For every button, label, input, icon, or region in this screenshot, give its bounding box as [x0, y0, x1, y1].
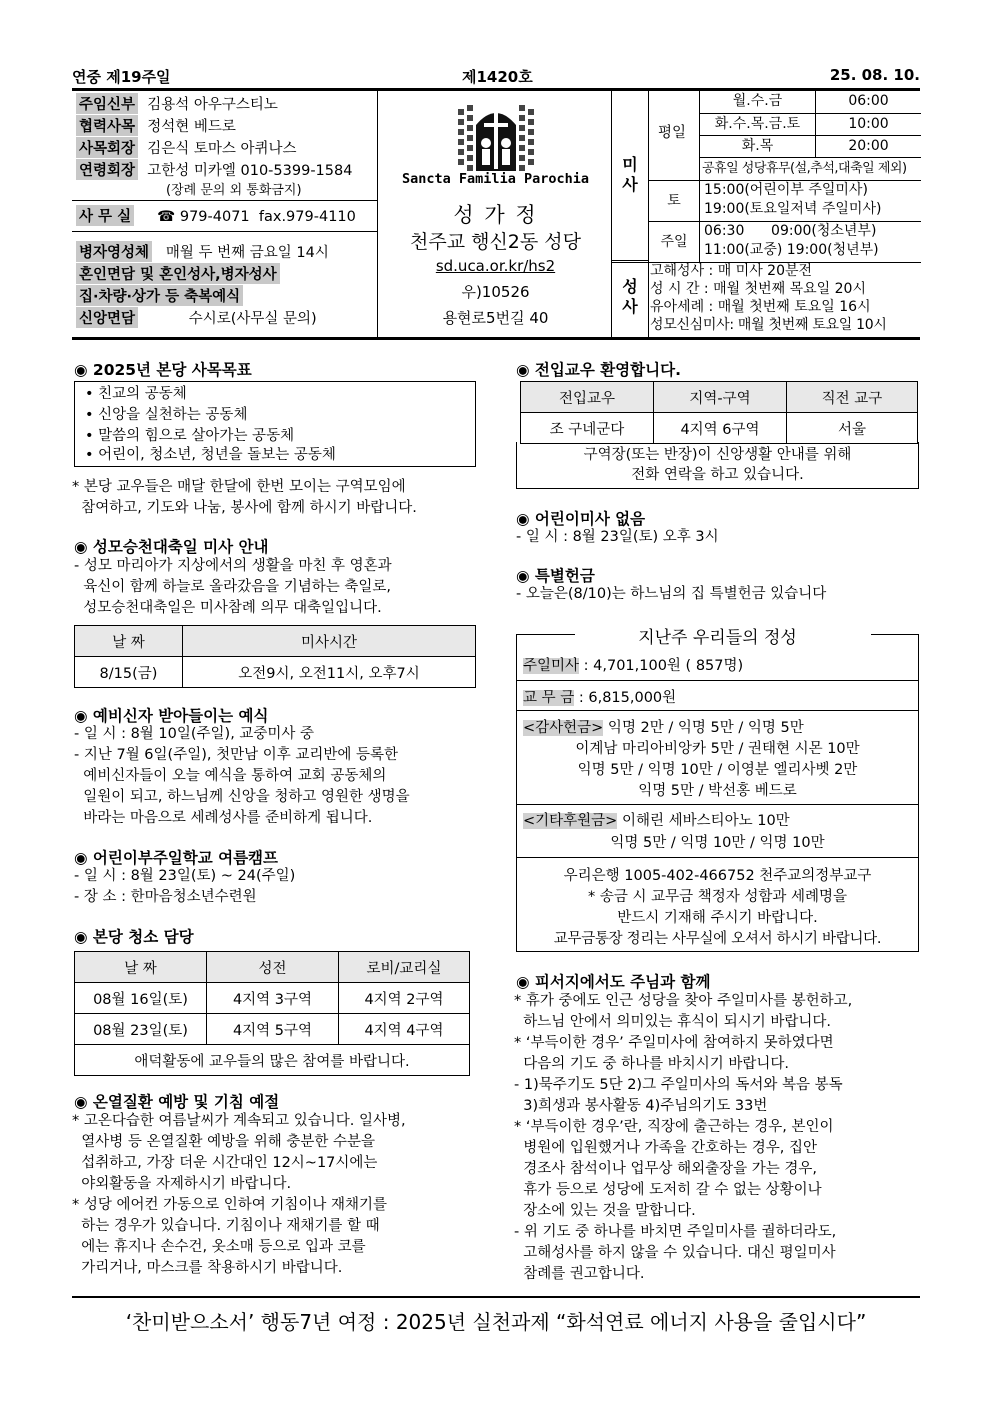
weekday-time-cell — [815, 135, 921, 158]
vacation-text: * ‘부득이한 경우’ 주일미사에 참여하지 못하였다면 — [514, 1035, 834, 1051]
sacrament-label: 성 사 — [622, 277, 638, 316]
heat-text: * 고온다습한 여름날씨가 계속되고 있습니다. 일사병, — [72, 1113, 406, 1129]
sun-mass: 06:30 09:00(청소년부) — [704, 223, 877, 239]
table-header: 날 짜 — [75, 952, 207, 983]
bank-account: 우리은행 1005-402-466752 천주교의정부교구 — [563, 868, 872, 884]
sat-mass: 19:00(토요일저녁 주일미사) — [704, 201, 882, 217]
sat-label: 토 — [667, 193, 681, 209]
weekday-days-cell — [699, 91, 816, 114]
table-cell: 08월 16일(토) — [75, 983, 207, 1014]
parish-latin-name: Sancta Familia Parochia — [402, 171, 589, 187]
issue-date: 25. 08. 10. — [829, 66, 920, 84]
table-header: 로비/교리실 — [339, 952, 470, 983]
table-cell: 4지역 6구역 — [654, 413, 787, 444]
welcome-title: ◉ 전입교우 환영합니다. — [516, 361, 681, 379]
camp-title: ◉ 어린이부주일학교 여름캠프 — [74, 849, 278, 867]
weekday-days: 화.수.목.금.토 — [714, 116, 801, 132]
sun-schedule-cell — [699, 221, 921, 263]
weekday-days: 월.수.금 — [732, 93, 783, 109]
vacation-text: 3)희생과 봉사활동 4)주님의기도 33번 — [514, 1098, 768, 1114]
vacation-text: 고해성사를 하지 않을 수 있습니다. 대신 평일미사 — [514, 1245, 836, 1261]
divider — [517, 710, 918, 711]
vacation-text: 병원에 입원했거나 가족을 간호하는 경우, 집안 — [514, 1140, 818, 1156]
table-cell: 조 구네군다 — [521, 413, 654, 444]
sun-label: 주일 — [660, 234, 688, 250]
sunday-offering — [523, 654, 743, 675]
cleaning-title: ◉ 본당 청소 담당 — [74, 928, 194, 946]
weekday-time: 06:00 — [848, 93, 889, 109]
heat-text: 하는 경우가 있습니다. 기침이나 재채기를 할 때 — [72, 1218, 380, 1234]
sat-mass: 15:00(어린이부 주일미사) — [704, 182, 868, 198]
office-row: 사 무 실 ☎ 979-4071 fax.979-4110 — [76, 205, 356, 226]
thanks-line: 이계남 마리아비앙카 5만 / 권태현 시몬 10만 — [575, 741, 860, 757]
special-title: ◉ 특별헌금 — [516, 567, 595, 585]
parish-name: 성 가 정 — [453, 203, 538, 227]
table-header: 성전 — [207, 952, 339, 983]
phone-icon: ☎ — [157, 209, 176, 225]
vacation-text: 경조사 참석이나 업무상 해외출장을 가는 경우, — [514, 1161, 818, 1177]
dues-label: 교 무 금 — [523, 690, 575, 706]
sun-mass: 11:00(교중) 19:00(청년부) — [704, 242, 879, 258]
table-header: 지역-구역 — [654, 382, 787, 413]
office-fax: fax.979-4110 — [258, 209, 356, 225]
vacation-text: 참례를 권고합니다. — [514, 1266, 645, 1282]
welcome-note: 전화 연락을 하고 있습니다. — [631, 467, 804, 483]
dues-offering — [523, 686, 676, 707]
catechumen-text: - 지난 7월 6일(주일), 첫만남 이후 교리반에 등록한 — [74, 747, 398, 763]
mass-schedule — [612, 91, 920, 337]
thanks-offering — [523, 716, 804, 737]
goal-item: • 어린이, 청소년, 청년을 돌보는 공동체 — [85, 447, 336, 463]
weekday-label: 평일 — [658, 125, 687, 141]
sun-label-cell — [648, 221, 700, 263]
thanks-line: 익명 5만 / 익명 10만 / 이영분 엘리사벳 2만 — [577, 762, 858, 778]
special-text: - 오늘은(8/10)는 하느님의 집 특별헌금 있습니다 — [516, 586, 827, 602]
vacation-text: - 1)묵주기도 5단 2)그 주일미사의 독서와 복음 봉독 — [514, 1077, 843, 1093]
catechumen-text: 일원이 되고, 하느님께 신앙을 청하고 영원한 생명을 — [74, 789, 410, 805]
masthead — [72, 91, 920, 340]
other-offering — [523, 809, 790, 830]
weekday-days-cell — [699, 113, 816, 136]
table-cell: 서울 — [787, 413, 918, 444]
divider — [517, 857, 918, 858]
table-header: 날 짜 — [75, 626, 183, 657]
heat-text: 섭취하고, 가장 더운 시간대인 12시~17시에는 — [72, 1155, 378, 1171]
parish-full-name: 천주교 행신2동 성당 — [410, 231, 581, 253]
goal-item: • 말씀의 힘으로 살아가는 공동체 — [85, 428, 295, 444]
table-cell: 4지역 3구역 — [207, 983, 339, 1014]
vacation-text: 휴가 등으로 성당에 도저히 갈 수 없는 상황이나 — [514, 1182, 822, 1198]
vacation-title: ◉ 피서지에서도 주님과 함께 — [516, 973, 711, 991]
heat-text: 가리거나, 마스크를 착용하시기 바랍니다. — [72, 1260, 343, 1276]
sat-label-cell — [648, 180, 700, 222]
divider — [72, 231, 378, 232]
service-row: 혼인면담 및 혼인성사,병자성사 — [76, 263, 280, 284]
table-header: 전입교우 — [521, 382, 654, 413]
table-header: 직전 교구 — [787, 382, 918, 413]
assumption-text: - 성모 마리아가 지상에서의 생활을 마친 후 영혼과 — [74, 558, 392, 574]
vacation-text: * 휴가 중에도 인근 성당을 찾아 주일미사를 봉헌하고, — [514, 993, 853, 1009]
goals-note: 참여하고, 기도와 나눔, 봉사에 함께 하시기 바랍니다. — [72, 500, 417, 516]
funeral-note: (장례 문의 외 통화금지) — [166, 183, 302, 198]
parish-address: 용현로5번길 40 — [442, 309, 549, 327]
other-label: <기타후원금> — [523, 813, 618, 829]
assumption-title: ◉ 성모승천대축일 미사 안내 — [74, 538, 269, 556]
service-row: 병자영성체 매월 두 번째 금요일 14시 — [76, 241, 329, 262]
bank-note: 반드시 기재해 주시기 바랍니다. — [617, 910, 818, 926]
sunday-offering-label: 주일미사 — [523, 658, 580, 674]
issue-header — [72, 62, 920, 86]
camp-text: - 장 소 : 한마음청소년수련원 — [74, 889, 257, 905]
offering-title: 지난주 우리들의 정성 — [638, 628, 797, 648]
catechumen-text: - 일 시 : 8월 10일(주일), 교중미사 중 — [74, 726, 315, 742]
footer-divider — [72, 1296, 920, 1298]
heat-text: 야외활동을 자제하시기 바랍니다. — [72, 1176, 292, 1192]
assumption-text: 성모승천대축일은 미사참례 의무 대축일입니다. — [74, 600, 382, 616]
thanks-line: 익명 5만 / 박선홍 베드로 — [638, 783, 797, 799]
table-cell: 8/15(금) — [75, 657, 183, 688]
service-row: 신앙면담 수시로(사무실 문의) — [76, 307, 317, 328]
kids-mass-title: ◉ 어린이미사 없음 — [516, 510, 646, 528]
goals-note: * 본당 교우들은 매달 한달에 한번 모이는 구역모임에 — [72, 479, 406, 495]
staff-row: 연령회장 고한성 미카엘 010-5399-1584 — [76, 159, 352, 180]
assumption-table — [74, 625, 476, 688]
office-phone: 979-4071 — [179, 209, 250, 225]
weekday-time: 20:00 — [848, 138, 889, 154]
vacation-text: 장소에 있는 것을 말합니다. — [514, 1203, 696, 1219]
heat-text: 열사병 등 온열질환 예방을 위해 충분한 수분을 — [72, 1134, 376, 1150]
divider — [517, 804, 918, 805]
staff-row: 사목회장 김은식 토마스 아퀴나스 — [76, 137, 297, 158]
assumption-text: 육신이 함께 하늘로 올라갔음을 기념하는 축일로, — [74, 579, 392, 595]
issue-number: 제1420호 — [462, 68, 533, 86]
table-header: 미사시간 — [183, 626, 476, 657]
divider — [517, 680, 918, 681]
holiday-note-cell — [699, 157, 921, 181]
holy-family-logo-icon — [458, 101, 534, 177]
cleaning-table — [74, 951, 470, 1076]
vacation-text: 하느님 안에서 의미있는 휴식이 되시기 바랍니다. — [514, 1014, 832, 1030]
sat-schedule-cell — [699, 180, 921, 222]
dues-value: : 6,815,000원 — [574, 690, 677, 706]
table-cell: 4지역 5구역 — [207, 1014, 339, 1045]
heat-text: 에는 휴지나 손수건, 옷소매 등으로 입과 코를 — [72, 1239, 366, 1255]
heat-text: * 성당 에어컨 가동으로 인하여 기침이나 재채기를 — [72, 1197, 388, 1213]
table-cell: 08월 23일(토) — [75, 1014, 207, 1045]
catechumen-title: ◉ 예비신자 받아들이는 예식 — [74, 707, 269, 725]
welcome-note: 구역장(또는 반장)이 신앙생활 안내를 위해 — [583, 447, 852, 463]
sacrament-list — [648, 262, 921, 337]
camp-text: - 일 시 : 8월 23일(토) ~ 24(주일) — [74, 868, 296, 884]
footer-slogan: ‘찬미받으소서’ 행동7년 여정 : 2025년 실천과제 “화석연료 에너지 사용을 줄입시다” — [125, 1310, 867, 1334]
divider — [72, 200, 378, 201]
goals-box — [74, 381, 476, 467]
weekday-time-cell — [815, 113, 921, 136]
staff-row: 협력사목 정석현 베드로 — [76, 115, 236, 136]
sacrament-item: 성모신심미사: 매월 첫번째 토요일 10시 — [650, 317, 887, 333]
other-line: 이해린 세바스티아노 10만 — [617, 813, 790, 829]
staff-row: 주임신부 김용석 아우구스티노 — [76, 93, 278, 114]
goals-title: ◉ 2025년 본당 사목목표 — [74, 361, 252, 379]
holiday-note: 공휴일 성당휴무(설,추석,대축일 제외) — [702, 161, 907, 176]
vacation-text: 다음의 기도 중 하나를 바치시기 바랍니다. — [514, 1056, 789, 1072]
service-row: 집·차량·상가 등 축복예식 — [76, 285, 243, 306]
heat-title: ◉ 온열질환 예방 및 기침 예절 — [74, 1093, 280, 1111]
parish-url-link[interactable]: sd.uca.or.kr/hs2 — [435, 257, 556, 275]
weekday-time-cell — [815, 91, 921, 114]
liturgical-week: 연중 제19주일 — [72, 68, 171, 86]
weekday-time: 10:00 — [848, 116, 889, 132]
bank-note: * 송금 시 교무금 책정자 성함과 세례명을 — [587, 889, 847, 905]
thanks-label: <감사헌금> — [523, 720, 604, 736]
catechumen-text: 바라는 마음으로 세례성사를 준비하게 됩니다. — [74, 810, 373, 826]
thanks-line: 익명 2만 / 익명 5만 / 익명 5만 — [603, 720, 804, 736]
sunday-offering-value: : 4,701,100원 ( 857명) — [579, 658, 744, 674]
table-cell: 4지역 2구역 — [339, 983, 470, 1014]
bank-note: 교무금통장 정리는 사무실에 오셔서 하시기 바랍니다. — [553, 931, 882, 947]
table-cell: 4지역 4구역 — [339, 1014, 470, 1045]
offering-box — [516, 628, 919, 952]
parish-postcode: 우)10526 — [461, 283, 530, 301]
table-cell: 오전9시, 오전11시, 오후7시 — [183, 657, 476, 688]
table-note: 애덕활동에 교우들의 많은 참여를 바랍니다. — [75, 1045, 470, 1076]
weekday-days-cell — [699, 135, 816, 158]
welcome-table — [520, 381, 918, 444]
parish-panel — [379, 91, 612, 337]
catechumen-text: 예비신자들이 오늘 예식을 통하여 교회 공동체의 — [74, 768, 387, 784]
kids-mass-text: - 일 시 : 8월 23일(토) 오후 3시 — [516, 529, 719, 545]
weekday-days: 화.목 — [741, 138, 774, 154]
sacrament-item: 고해성사 : 매 미사 20분전 — [650, 263, 813, 279]
mass-label: 미 사 — [622, 155, 638, 194]
sacrament-item: 유아세례 : 매월 첫번째 토요일 16시 — [650, 299, 871, 315]
goal-item: • 친교의 공동체 — [85, 386, 187, 402]
vacation-text: - 위 기도 중 하나를 바치면 주일미사를 궐하더라도, — [514, 1224, 837, 1240]
vacation-text: * ‘부득이한 경우’란, 직장에 출근하는 경우, 본인이 — [514, 1119, 834, 1135]
sacrament-item: 성 시 간 : 매월 첫번째 목요일 20시 — [650, 281, 866, 297]
staff-panel — [72, 91, 378, 337]
welcome-note-box — [516, 442, 919, 489]
goal-item: • 신앙을 실천하는 공동체 — [85, 407, 248, 423]
other-line: 익명 5만 / 익명 10만 / 익명 10만 — [610, 835, 825, 851]
